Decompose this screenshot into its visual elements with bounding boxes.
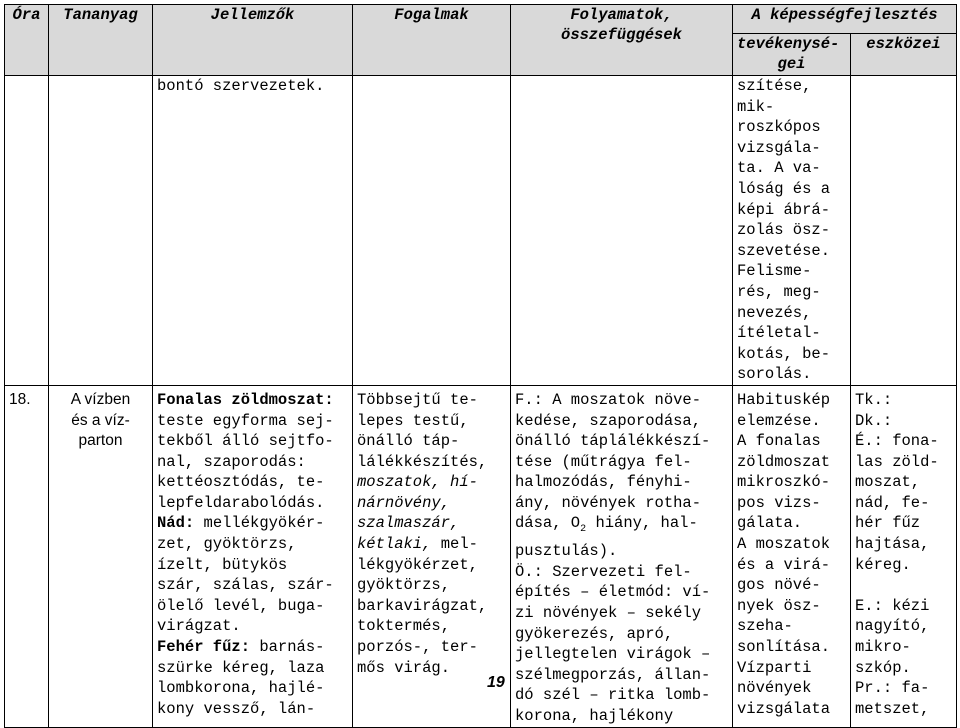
fonalas-zoldmoszat-title: Fonalas zöldmoszat: — [157, 390, 334, 409]
jellemzok-line: ölelő levél, buga- — [157, 596, 325, 615]
jellemzok-line: kony vessző, lán- — [157, 699, 316, 718]
tevekenyseg-line: zolás ösz- — [737, 221, 831, 240]
folyamatok-line: gyökerezés, apró, — [515, 624, 674, 643]
folyamatok-line: korona, hajlékony — [515, 706, 674, 725]
cell-eszkozei — [851, 385, 957, 727]
tevekenyseg-line: nyek ösz- — [737, 596, 821, 615]
nad-first-text: mellékgyökér- — [194, 514, 325, 533]
tevekenyseg-line: szevetése. — [737, 241, 831, 260]
fogalmak-line: önálló táp- — [357, 432, 460, 451]
tevekenyseg-line: Vízparti — [737, 658, 812, 677]
nad-line — [157, 513, 348, 534]
eszkozei-line: E.: kézi — [855, 596, 930, 615]
cell-ora-empty — [5, 76, 49, 386]
folyamatok-line: jellegtelen virágok – — [515, 645, 711, 664]
eszkozei-line: É.: fona- — [855, 432, 939, 451]
fogalmak-line: gyöktörzs, — [357, 576, 451, 595]
tevekenyseg-line: zöldmoszat — [737, 452, 831, 471]
tevekenyseg-line: gos növé- — [737, 576, 821, 595]
cell-tananyag-empty — [49, 76, 153, 386]
tevekenyseg-line: sorolás. — [737, 365, 812, 384]
fogalmak-line: toktermés, — [357, 617, 451, 636]
header-tevekenysegei-line-1: tevékenysé- — [737, 35, 840, 53]
fogalmak-line: lékgyökérzet, — [357, 555, 478, 574]
header-folyamatok-line-1: Folyamatok, — [570, 6, 673, 24]
curriculum-table — [4, 4, 957, 728]
header-folyamatok — [511, 5, 733, 76]
header-tevekenysegei-line-2: gei — [777, 55, 806, 73]
folyamatok-line: önálló táplálékkészí- — [515, 432, 711, 451]
fogalmak-line: nárnövény, — [357, 493, 451, 512]
tevekenyseg-line: A moszatok — [737, 535, 831, 554]
header-ora: Óra — [5, 5, 49, 76]
header-tananyag: Tananyag — [49, 5, 153, 76]
eszkozei-line: hajtása, — [855, 535, 930, 554]
tevekenyseg-line: sonlítása. — [737, 638, 831, 657]
tevekenyseg-line: szítése, — [737, 77, 812, 95]
folyamatok-line: kedése, szaporodása, — [515, 411, 702, 430]
folyamatok-text: hiány, hal- — [586, 514, 698, 533]
eszkozei-line: Pr.: fa- — [855, 679, 930, 698]
folyamatok-line: tése (műtrágya fel- — [515, 452, 692, 471]
header-eszkozei: eszközei — [851, 34, 957, 76]
cell-folyamatok-empty — [511, 76, 733, 386]
fogalmak-line: porzós-, ter- — [357, 638, 478, 657]
eszkozei-line: las zöld- — [855, 452, 939, 471]
tevekenyseg-line: vizsgálata — [737, 699, 831, 718]
eszkozei-line: metszet, — [855, 699, 930, 718]
tevekenyseg-line: mikroszkó- — [737, 473, 831, 492]
tevekenyseg-line: mik- — [737, 97, 775, 116]
tevekenyseg-line: szeha- — [737, 617, 793, 636]
eszkozei-blank-line — [855, 575, 952, 596]
cell-eszkozei-empty — [851, 76, 957, 386]
jellemzok-line: lepfeldarabolódás. — [157, 493, 325, 512]
jellemzok-line: tekből álló sejtfo- — [157, 432, 334, 451]
lesson-number: 18. — [9, 390, 31, 408]
jellemzok-line: szár, szálas, szár- — [157, 576, 334, 595]
page-number: 19 — [487, 674, 505, 691]
tevekenyseg-line: roszkópos — [737, 118, 821, 137]
jellemzok-line: nal, szaporodás: — [157, 452, 306, 471]
feher-fuz-title: Fehér fűz: — [157, 638, 251, 657]
eszkozei-line: szkóp. — [855, 658, 911, 677]
cell-tevekenyseg-continuation — [733, 76, 851, 386]
eszkozei-line: nád, fe- — [855, 493, 930, 512]
tevekenyseg-line: kotás, be- — [737, 344, 831, 363]
fogalmak-line: lálékkészítés, — [357, 452, 488, 471]
ketlaki-term: kétlaki, — [357, 535, 432, 554]
header-tevekenysegei — [733, 34, 851, 76]
tevekenyseg-line: lóság és a — [737, 179, 831, 198]
eszkozei-line: hér fűz — [855, 514, 921, 533]
folyamatok-line: szélmegporzás, állan- — [515, 665, 711, 684]
cell-tevekenyseg — [733, 385, 851, 727]
tevekenyseg-line: A fonalas — [737, 432, 821, 451]
fogalmak-line: mős virág. — [357, 658, 451, 677]
nad-title: Nád: — [157, 514, 195, 533]
header-folyamatok-line-2: összefüggések — [561, 26, 682, 44]
jellemzok-line: szürke kéreg, laza — [157, 658, 325, 677]
fogalmak-line: lepes testű, — [357, 411, 469, 430]
oxygen-subscript: 2 — [580, 524, 587, 536]
tevekenyseg-line: és a virá- — [737, 555, 831, 574]
eszkozei-line: Dk.: — [855, 411, 893, 430]
eszkozei-line: kéreg. — [855, 555, 911, 574]
folyamatok-line: ány, növények rotha- — [515, 493, 702, 512]
fogalmak-line — [357, 534, 506, 555]
folyamatok-text: dása, O — [515, 514, 581, 533]
folyamatok-line: építés – életmód: ví- — [515, 583, 711, 602]
jellemzok-line: virágzat. — [157, 617, 241, 636]
folyamatok-line: dó szél – ritka lomb- — [515, 686, 711, 705]
jellemzok-line: kettéosztódás, te- — [157, 473, 325, 492]
topic-line: és a víz- — [71, 411, 130, 429]
fogalmak-text: mel- — [431, 535, 478, 554]
tevekenyseg-line: növények — [737, 679, 812, 698]
jellemzok-line: lombkorona, hajlé- — [157, 679, 325, 698]
folyamatok-line: F.: A moszatok növe- — [515, 390, 702, 409]
topic-line: A vízben — [70, 390, 131, 408]
header-row-1 — [5, 5, 957, 34]
folyamatok-line: pusztulás). — [515, 542, 618, 561]
tevekenyseg-line: ítéletal- — [737, 324, 821, 343]
jellemzok-continuation-text: bontó szervezetek. — [157, 77, 325, 95]
folyamatok-line — [515, 513, 728, 541]
tevekenyseg-line: Felisme- — [737, 262, 812, 281]
folyamatok-line: halmozódás, fényhi- — [515, 473, 692, 492]
fogalmak-line: Többsejtű te- — [357, 390, 478, 409]
tevekenyseg-line: ta. A va- — [737, 159, 821, 178]
cell-folyamatok — [511, 385, 733, 727]
cell-jellemzok — [153, 385, 353, 727]
cell-jellemzok-continuation — [153, 76, 353, 386]
header-kepessegfejlesztes: A képességfejlesztés — [733, 5, 957, 34]
cell-fogalmak-empty — [353, 76, 511, 386]
table-row-continuation — [5, 76, 957, 386]
eszkozei-line: nagyító, — [855, 617, 930, 636]
eszkozei-line: moszat, — [855, 473, 921, 492]
folyamatok-line: zi növények – sekély — [515, 603, 702, 622]
tevekenyseg-line: képi ábrá- — [737, 200, 831, 219]
cell-ora — [5, 385, 49, 727]
jellemzok-line: zet, gyöktörzs, — [157, 535, 297, 554]
table-row-18 — [5, 385, 957, 727]
feher-fuz-line — [157, 637, 348, 658]
tevekenyseg-line: vizsgála- — [737, 138, 821, 157]
fogalmak-line: barkavirágzat, — [357, 596, 488, 615]
tevekenyseg-line: rés, meg- — [737, 282, 821, 301]
tevekenyseg-line: nevezés, — [737, 303, 812, 322]
eszkozei-line: Tk.: — [855, 390, 893, 409]
header-jellemzok: Jellemzők — [153, 5, 353, 76]
header-fogalmak: Fogalmak — [353, 5, 511, 76]
topic-line: parton — [78, 432, 123, 450]
fogalmak-line: moszatok, hí- — [357, 473, 478, 492]
jellemzok-line: teste egyforma sej- — [157, 411, 334, 430]
jellemzok-line: ízelt, bütykös — [157, 555, 288, 574]
cell-tananyag — [49, 385, 153, 727]
tevekenyseg-line: Habituskép — [737, 390, 831, 409]
tevekenyseg-line: elemzése. — [737, 411, 821, 430]
fogalmak-line: szalmaszár, — [357, 514, 460, 533]
tevekenyseg-line: pos vizs- — [737, 493, 821, 512]
tevekenyseg-line: gálata. — [737, 514, 803, 533]
folyamatok-line: Ö.: Szervezeti fel- — [515, 562, 692, 581]
feher-fuz-first-text: barnás- — [250, 638, 325, 657]
eszkozei-line: mikro- — [855, 638, 911, 657]
